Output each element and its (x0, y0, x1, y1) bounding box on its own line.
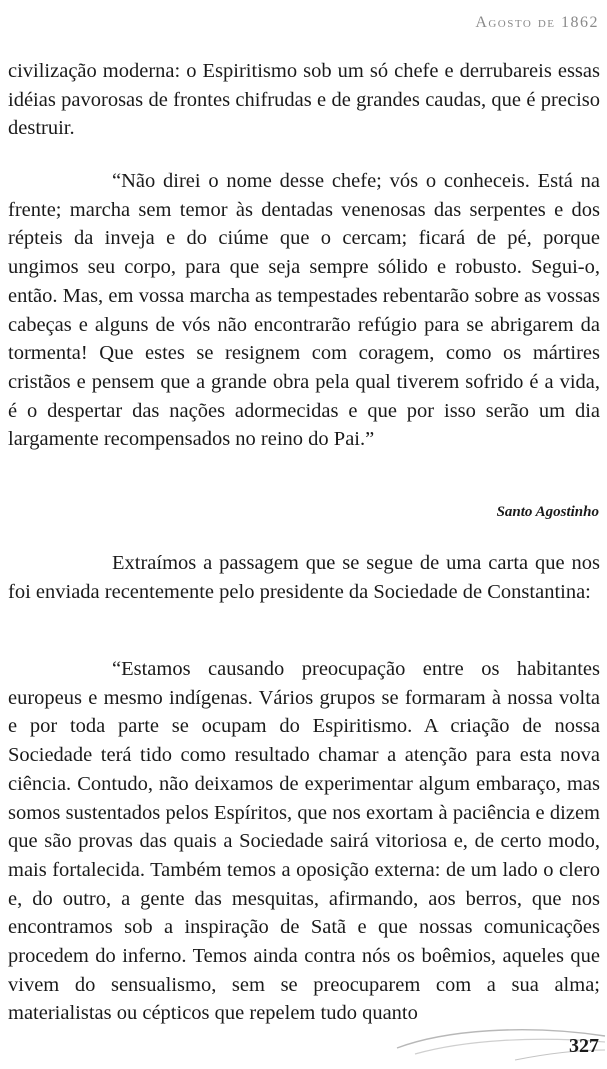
page-number: 327 (569, 1035, 599, 1057)
running-header: Agosto de 1862 (475, 14, 599, 31)
paragraph-intro-letter: Extraímos a passagem que se segue de uma carta que nos foi enviada recentemente pelo presidente da Sociedade de Constantina: (8, 552, 600, 603)
paragraph-continuation: civilização moderna: o Espiritismo sob um só chefe e derrubareis essas idéias pavorosas de frontes chifrudas e de grandes caudas, que é preciso destruir. (8, 60, 600, 140)
paragraph-letter-quote: “Estamos causando preocupação entre os habitantes europeus e mesmo indígenas. Vários grupos se formaram à nossa volta e por toda parte se ocupam do Espiritismo. A criação de nossa Sociedade terá tido como resultado chamar a atenção para esta nova ciência. Contudo, não deixamos de experimentar algum embaraço, mas somos sustentados pelos Espíritos, que nos exortam à paciência e dizem que são provas das quais a Sociedade sairá vitoriosa e, de certo modo, mais fortalecida. Também temos a oposição externa: de um lado o clero e, do outro, a gente das mesquitas, afirmando, aos berros, que nos encontramos sob a inspiração de Satã e que nossas comunicações procedem do inferno. Temos ainda contra nós os boêmios, aqueles que vivem do sensualismo, sem se preocuparem com a sua alma; materialistas ou cépticos que repelem tudo quanto (8, 658, 600, 1025)
signature-author: Santo Agostinho (496, 504, 599, 520)
paragraph-quote-santo-agostinho: “Não direi o nome desse chefe; vós o conheceis. Está na frente; marcha sem temor às dentadas venenosas das serpentes e dos répteis da inveja e do ciúme que o cercam; ficará de pé, porque ungimos seu corpo, para que seja sempre sólido e robusto. Segui-o, então. Mas, em vossa marcha as tempestades rebentarão sobre as vossas cabeças e alguns de vós não encontrarão refúgio para se abrigarem da tormenta! Que estes se resignem com coragem, como os mártires cristãos e pensem que a grande obra pela qual tiverem sofrido é a vida, é o despertar das nações adormecidas e que por isso serão um dia largamente recompensados no reino do Pai.” (8, 170, 600, 451)
